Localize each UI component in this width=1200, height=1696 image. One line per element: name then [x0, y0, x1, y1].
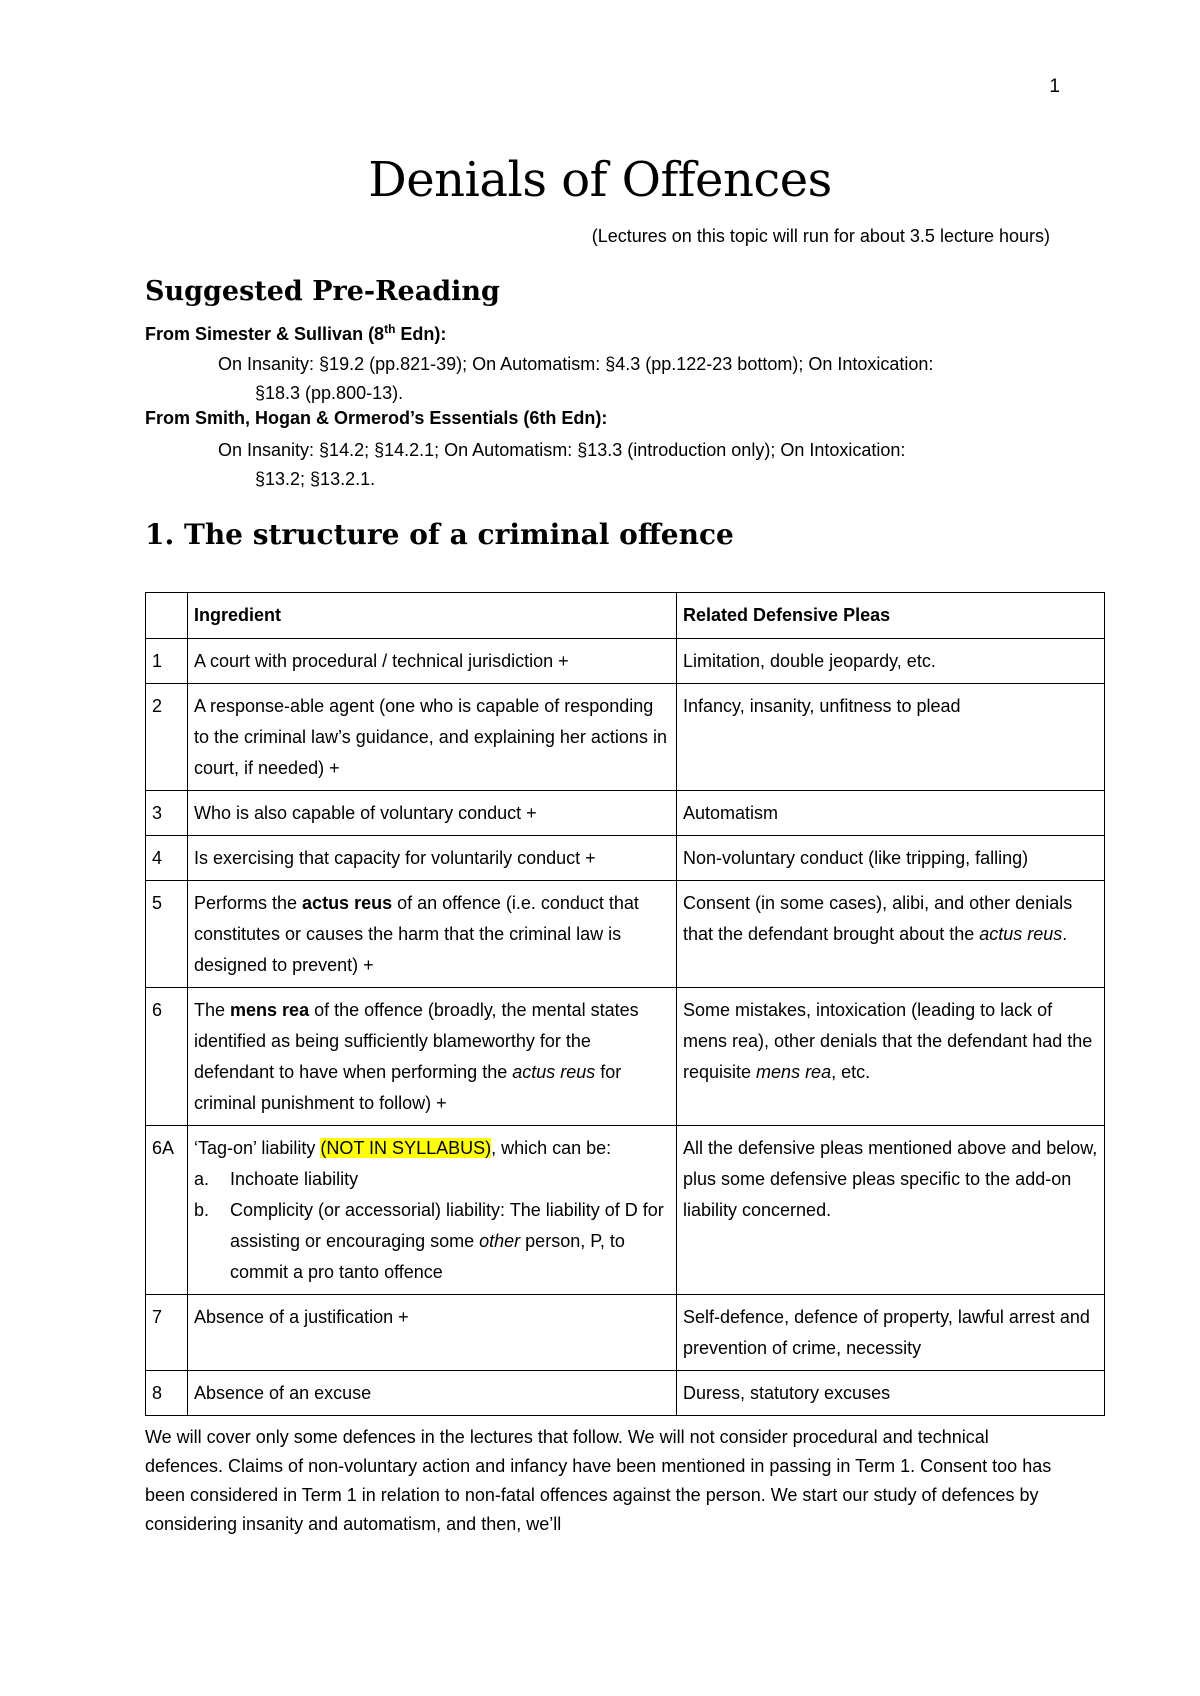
row-pleas: Some mistakes, intoxication (leading to lack of mens rea), other denials that the defendant had the requisite mens rea, etc. [677, 988, 1105, 1126]
row-number: 6 [146, 988, 188, 1126]
source-smith-hogan-title: From Smith, Hogan & Ormerod’s Essentials (6th Edn): [145, 408, 608, 428]
row-pleas: Consent (in some cases), alibi, and other denials that the defendant brought about the actus reus. [677, 881, 1105, 988]
row-ingredient: Absence of an excuse [188, 1371, 677, 1416]
table-row [146, 1126, 1105, 1295]
source-simester-title: From Simester & Sullivan (8th Edn): [145, 322, 447, 344]
row-ingredient: Who is also capable of voluntary conduct + [188, 791, 677, 836]
row-pleas: Limitation, double jeopardy, etc. [677, 639, 1105, 684]
source-smith-hogan-body: On Insanity: §14.2; §14.2.1; On Automatism: §13.3 (introduction only); On Intoxication: §13.2; §13.2.1. [218, 440, 906, 489]
row-pleas: Self-defence, defence of property, lawful arrest and prevention of crime, necessity [677, 1295, 1105, 1371]
row-pleas: Non-voluntary conduct (like tripping, falling) [677, 836, 1105, 881]
row-ingredient: ‘Tag-on’ liability (NOT IN SYLLABUS), which can be: a. Inchoate liability b. Complicity (or accessorial) liability: The liability of D for assisting or encouraging some other person, P, to commit a pro tanto offence [188, 1126, 677, 1295]
structure-heading: 1. The structure of a criminal offence [145, 518, 734, 551]
table-row [146, 639, 1105, 684]
row-ingredient: Absence of a justification + [188, 1295, 677, 1371]
table-row [146, 1371, 1105, 1416]
table-header-row [146, 593, 1105, 639]
closing-paragraph: We will cover only some defences in the lectures that follow. We will not consider procedural and technical defences. Claims of non-voluntary action and infancy have been mentioned in passing in Term 1. Consent too has been considered in Term 1 in relation to non-fatal offences against the person. We start our study of defences by considering insanity and automatism, and then, we’ll [145, 1427, 1052, 1534]
row-pleas: All the defensive pleas mentioned above and below, plus some defensive pleas specific to the add-on liability concerned. [677, 1126, 1105, 1295]
row-number: 6A [146, 1126, 188, 1295]
source-simester-body: On Insanity: §19.2 (pp.821-39); On Automatism: §4.3 (pp.122-23 bottom); On Intoxication: §18.3 (pp.800-13). [218, 354, 934, 403]
tag-on-liability-list [194, 1164, 670, 1288]
row-number: 2 [146, 684, 188, 791]
header-defensive-pleas: Related Defensive Pleas [677, 593, 1105, 639]
document-title: Denials of Offences [368, 152, 832, 208]
not-in-syllabus-highlight: (NOT IN SYLLABUS) [320, 1138, 492, 1158]
row-ingredient: A response-able agent (one who is capable of responding to the criminal law’s guidance, and explaining her actions in court, if needed) + [188, 684, 677, 791]
row-pleas: Duress, statutory excuses [677, 1371, 1105, 1416]
row-pleas: Automatism [677, 791, 1105, 836]
table-row [146, 1295, 1105, 1371]
table-row [146, 791, 1105, 836]
list-item: a. Inchoate liability [194, 1169, 359, 1189]
row-number: 5 [146, 881, 188, 988]
prereading-heading: Suggested Pre-Reading [145, 276, 500, 307]
header-ingredient: Ingredient [188, 593, 677, 639]
table-row [146, 684, 1105, 791]
row-ingredient: The mens rea of the offence (broadly, the mental states identified as being sufficiently blameworthy for the defendant to have when performing the actus reus for criminal punishment to follow) + [188, 988, 677, 1126]
offence-structure-table [145, 592, 1105, 1416]
header-number [146, 593, 188, 639]
row-number: 7 [146, 1295, 188, 1371]
lecture-duration-note: (Lectures on this topic will run for about 3.5 lecture hours) [591, 226, 1050, 246]
row-number: 1 [146, 639, 188, 684]
table-row [146, 881, 1105, 988]
row-number: 8 [146, 1371, 188, 1416]
table-row [146, 988, 1105, 1126]
row-ingredient: A court with procedural / technical jurisdiction + [188, 639, 677, 684]
page-number: 1 [1049, 76, 1060, 97]
row-ingredient: Performs the actus reus of an offence (i.e. conduct that constitutes or causes the harm that the criminal law is designed to prevent) + [188, 881, 677, 988]
list-item: b. Complicity (or accessorial) liability: The liability of D for assisting or encouraging some other person, P, to commit a pro tanto offence [194, 1200, 664, 1282]
row-number: 3 [146, 791, 188, 836]
table-row [146, 836, 1105, 881]
row-pleas: Infancy, insanity, unfitness to plead [677, 684, 1105, 791]
row-number: 4 [146, 836, 188, 881]
row-ingredient: Is exercising that capacity for voluntarily conduct + [188, 836, 677, 881]
